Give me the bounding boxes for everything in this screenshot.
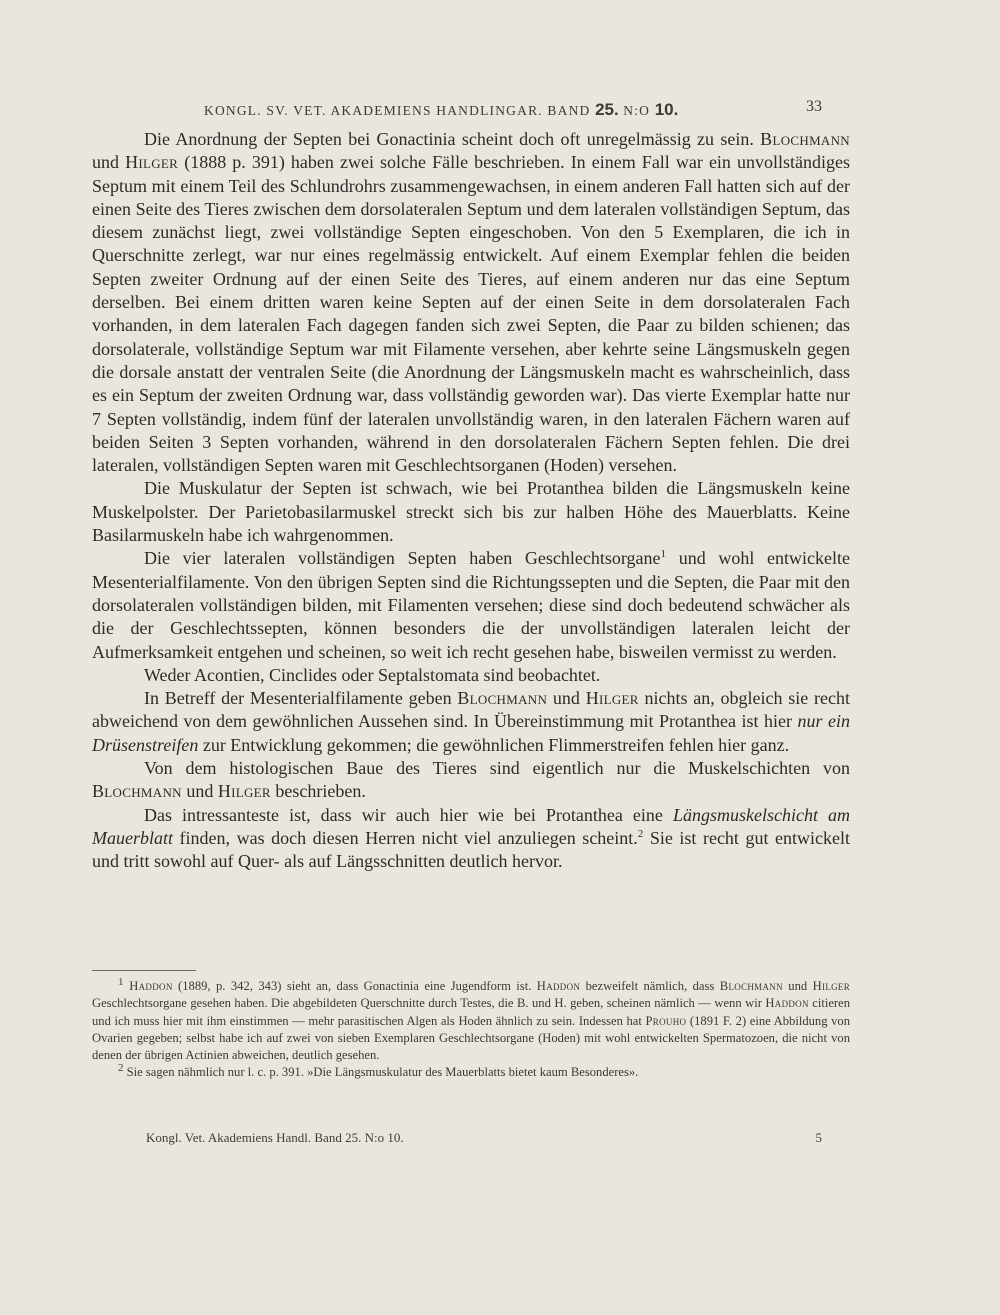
- journal-title: KONGL. SV. VET. AKADEMIENS HANDLINGAR. BAND 25. N:O 10.: [204, 100, 679, 119]
- running-head: [92, 96, 822, 120]
- paragraph-laengsmuskelschicht: Das intressanteste ist, dass wir auch hier wie bei Protanthea eine Längsmuskelschicht am Mauerblatt finden, was doch diesen Herren nicht viel anzuliegen scheint.$^2$ Sie ist recht gut entwickelt und tritt sowohl auf Quer- als auf Längsschnitten deutlich hervor.: [92, 804, 851, 872]
- footnote-ref-1[interactable]: 1: [660, 548, 667, 561]
- paragraph-muskulatur: Die Muskulatur der Septen ist schwach, wie bei Protanthea bilden die Längsmuskeln keine Muskelpolster. Der Parietobasilarmuskel streckt sich bis zur halben Höhe des Mauerblatts. Keine Basilarmuskeln habe ich wahrgenommen.: [92, 478, 850, 546]
- footnote-divider: [92, 970, 196, 971]
- footer-sheet-number: 5: [815, 1130, 822, 1145]
- issue-number: 10.: [654, 100, 679, 119]
- footnote-2: 2 Sie sagen nähmlich nur l. c. p. 391. »Die Längsmuskulatur des Mauerblatts bietet kaum Besonderes».: [118, 1062, 639, 1080]
- page-number: 33: [806, 98, 822, 115]
- footer-signature: Kongl. Vet. Akademiens Handl. Band 25. N:o 10.: [146, 1130, 404, 1145]
- paragraph-septen-anordnung: Die Anordnung der Septen bei Gonactinia scheint doch oft unregelmässig zu sein. Blochmann und Hilger (1888 p. 391) haben zwei solche Fälle beschrieben. In einem Fall war ein unvollständiges Septum mit einem Teil des Schlundrohrs zusammengewachsen, in einem anderen Fall hatten sich auf der einen Seite des Tieres zwischen dem dorsolateralen Septum und dem lateralen vollständigen Septum, das diesem zunächst liegt, zwei vollständige Septen eingeschoben. Von den 5 Exemplaren, die ich in Querschnitte zerlegt, war nur eines regelmässig entwickelt. Auf einem Exemplar fehlen die beiden Septen zweiter Ordnung auf der einen Seite des Tieres, auf einem anderen nur das eine Septum derselben. Bei einem dritten waren keine Septen auf der einen Seite in dem dorsolateralen Fach vorhanden, in dem lateralen Fach dagegen fanden sich zwei Septen, die Paar zu bilden schienen; das dorsolaterale, vollständige Septum war mit Filamente versehen, aber kehrte seine Längsmuskeln gegen die dorsale anstatt der ventralen Seite (die Anordnung der Längsmuskeln macht es wahrscheinlich, dass es ein Septum der zweiten Ordnung war, dass vollständig geworden war). Das vierte Exemplar hatte nur 7 Septen vollständig, indem fünf der lateralen unvollständig waren, in den lateralen Fächern waren auf beiden Seiten 3 Septen vorhanden, während in den dorsolateralen Fächern Septen fehlen. Die drei lateralen, vollständigen Septen waren mit Geschlechtsorganen (Hoden) versehen.: [92, 129, 850, 476]
- body-text: [92, 128, 850, 874]
- page-footer: [92, 1130, 822, 1150]
- footnotes: [92, 975, 851, 1082]
- paragraph-geschlechtsorgane: Die vier lateralen vollständigen Septen haben Geschlechtsorgane$^1$ und wohl entwickelte Mesenterialfilamente. Von den übrigen Septen sind die Richtungssepten und die Septen, die Paar mit den dorsolateralen vollständigen bilden, mit Filamenten versehen; diese sind doch bedeutend schwächer als die der Geschlechtssepten, können besonders die der unvollständigen lateralen leicht der Aufmerksamkeit entgehen und scheinen, so weit ich recht gesehen habe, bisweilen vermisst zu werden.: [92, 548, 851, 662]
- footnote-1: 1 Haddon (1889, p. 342, 343) sieht an, dass Gonactinia eine Jugendform ist. Haddon bezweifelt nämlich, dass Blochmann und Hilger Geschlechtsorgane gesehen haben. Die abgebildeten Querschnitte durch Testes, die B. und H. geben, scheinen nämlich — wenn wir Haddon citieren und ich muss hier mit ihm einstimmen — mehr parasitischen Algen als Hoden ähnlich zu sein. Indessen hat Prouho (1891 F. 2) eine Abbildung von Ovarien gegeben; selbst habe ich auf zwei von sieben Exemplaren Geschlechtsorgane (Hoden) mit wohl entwickelten Spermatozoen, die nicht von denen der übrigen Actinien abweichen, deutlich gesehen.: [92, 975, 851, 1063]
- paragraph-mesenterialfilamente: In Betreff der Mesenterialfilamente geben Blochmann und Hilger nichts an, obgleich sie recht abweichend von dem gewöhnlichen Aussehen sind. In Übereinstimmung mit Protanthea ist hier nur ein Drüsenstreifen zur Entwicklung gekommen; die gewöhnlichen Flimmerstreifen fehlen hier ganz.: [92, 688, 851, 755]
- paragraph-acontien: Weder Acontien, Cinclides oder Septalstomata sind beobachtet.: [144, 664, 601, 685]
- band-number: 25.: [595, 100, 619, 119]
- paragraph-histologie: Von dem histologischen Baue des Tieres sind eigentlich nur die Muskelschichten von Blochmann und Hilger beschrieben.: [92, 758, 850, 802]
- footnote-ref-2[interactable]: 2: [637, 827, 644, 840]
